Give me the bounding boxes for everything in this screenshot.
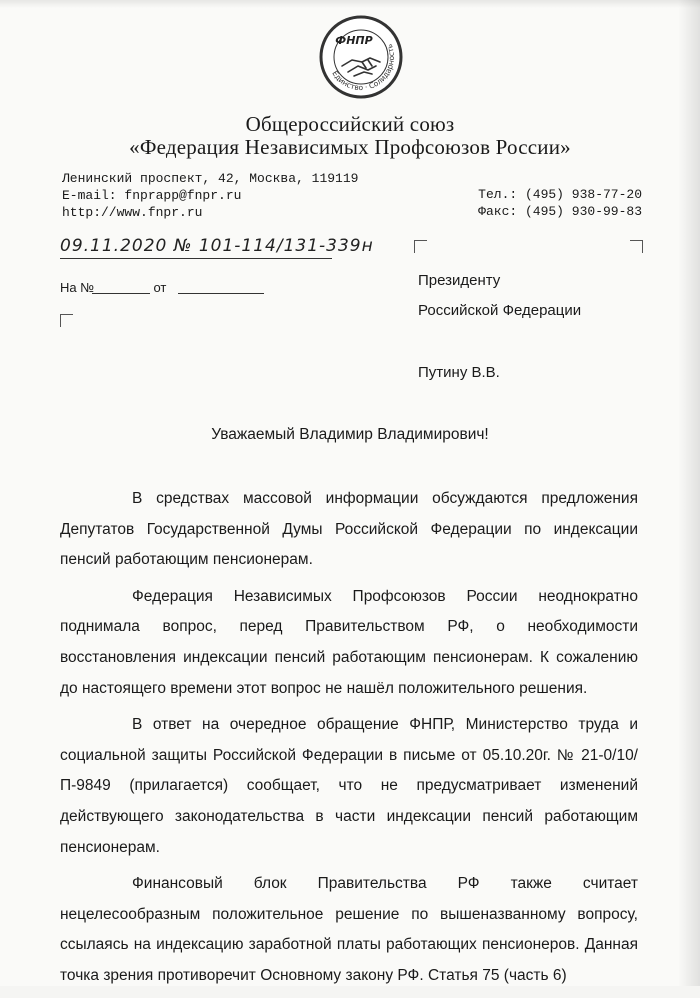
outgoing-number-underline (60, 258, 332, 259)
reference-from-blank (178, 293, 264, 294)
org-address: Ленинский проспект, 42, Москва, 119119 (62, 171, 359, 186)
outgoing-number-handwritten: 09.11.2020 № 101-114/131-339н (60, 236, 374, 256)
logo-ring-text: Единство · Солидарность (330, 42, 397, 93)
body-paragraph-2: Федерация Независимых Профсоюзов России неоднократно поднимала вопрос, перед Правительством РФ, о необходимости восстановления индексации пенсий работающим пенсионерам. К сожалению до настоящего времени этот вопрос не нашёл положительного решения. (60, 587, 638, 697)
corner-mark-addressee-right (630, 240, 643, 253)
body-paragraph-4: Финансовый блок Правительства РФ также считает нецелесообразным положительное решение по вышеназванному вопросу, ссылаясь на индексацию заработной платы работающих пенсионеров. Данная точка зрения противоречит Основному закону РФ. Статья 75 (часть 6) (60, 875, 638, 984)
org-name-line2: «Федерация Независимых Профсоюзов России» (129, 135, 571, 159)
reference-no-blank (92, 293, 150, 294)
greeting: Уважаемый Владимир Владимирович! (211, 426, 489, 443)
contacts-right (478, 186, 642, 220)
reference-from-label: от (153, 280, 167, 295)
reference-no-label: На № (60, 280, 95, 295)
org-phone: Тел.: (495) 938-77-20 (478, 187, 642, 202)
contacts-left (62, 170, 358, 221)
body-paragraph-3: В ответ на очередное обращение ФНПР, Министерство труда и социальной защиты Российской Федерации в письме от 05.10.20г. № 21-0/10/П-9849 (прилагается) сообщает, что не предусматривает изменений действующего законодательства в части индексации пенсий работающим пенсионерам. (60, 716, 638, 856)
org-name-line1: Общероссийский союз (245, 112, 455, 136)
addressee-name: Путину В.В. (418, 364, 500, 381)
addressee-country: Российской Федерации (418, 302, 582, 319)
logo-abbr: ФНПР (335, 34, 373, 47)
corner-mark-addressee-left (414, 240, 427, 253)
corner-mark-left (60, 314, 73, 327)
org-email: E-mail: fnprapp@fnpr.ru (62, 188, 242, 203)
fnpr-logo (318, 14, 404, 100)
org-website: http://www.fnpr.ru (62, 205, 203, 220)
letter-body (60, 484, 638, 998)
body-paragraph-1: В средствах массовой информации обсуждаются предложения Депутатов Государственной Думы Российской Федерации по индексации пенсий работающим пенсионерам. (60, 490, 638, 569)
org-fax: Факс: (495) 930-99-83 (478, 204, 642, 219)
scan-top-shadow (0, 0, 700, 8)
addressee-title: Президенту (418, 272, 501, 289)
